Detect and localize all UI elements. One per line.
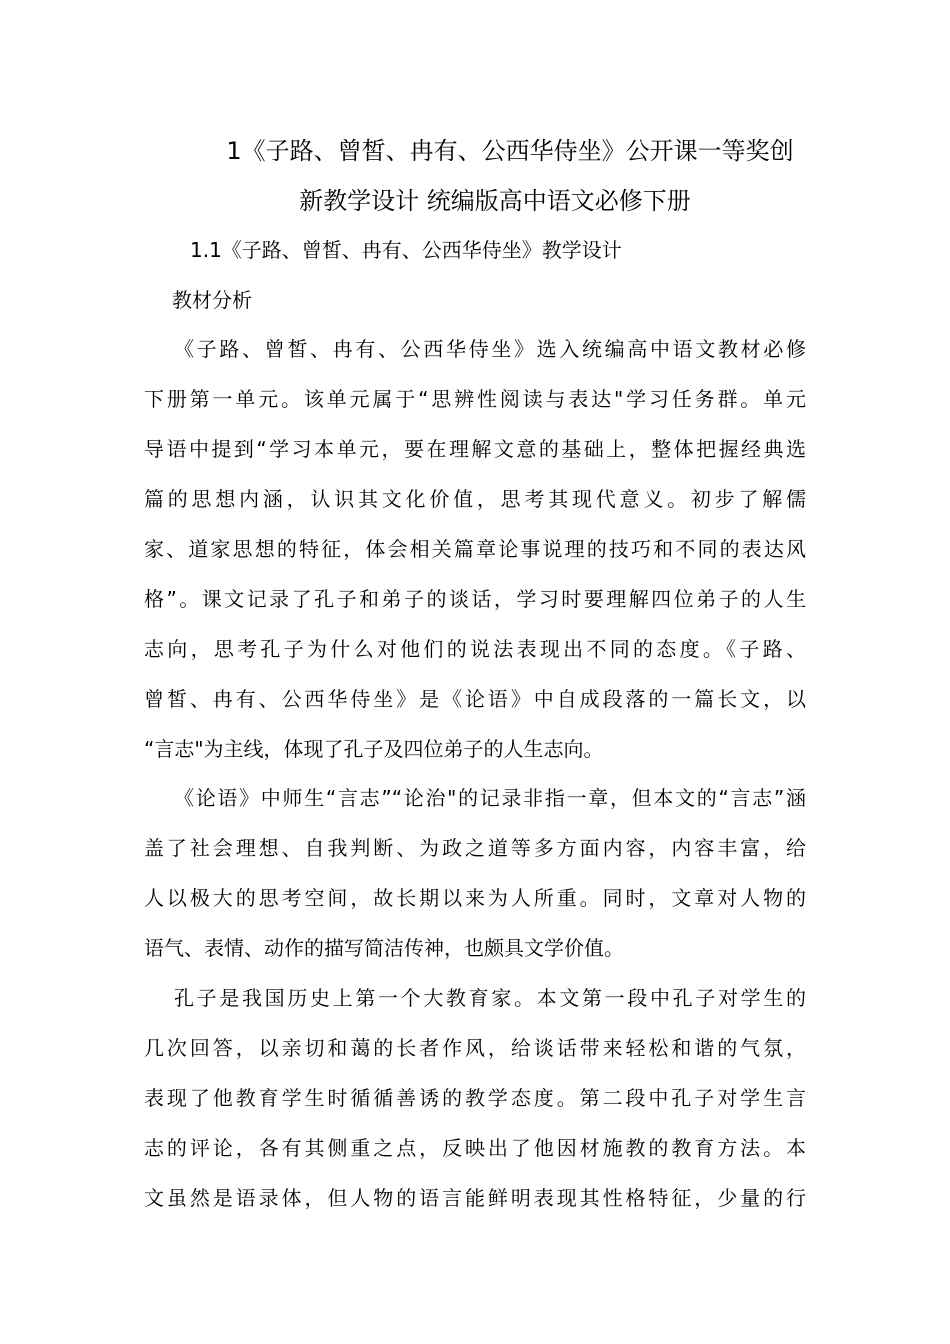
paragraph-line: 表现了他教育学生时循循善诱的教学态度。第二段中孔子对学生言 bbox=[144, 1086, 806, 1110]
paragraph-line: 格”。课文记录了孔子和弟子的谈话，学习时要理解四位弟子的人生 bbox=[144, 587, 806, 611]
paragraph-line: 《论语》中师生“言志”“论治"的记录非指一章，但本文的“言志”涵 bbox=[174, 786, 806, 810]
paragraph-line: 人以极大的思考空间，故长期以来为人所重。同时，文章对人物的 bbox=[144, 886, 806, 910]
paragraph-line: 盖了社会理想、自我判断、为政之道等多方面内容，内容丰富，给 bbox=[144, 836, 806, 860]
paragraph-line: 篇的思想内涵，认识其文化价值，思考其现代意义。初步了解儒 bbox=[144, 487, 806, 511]
document-title-line-1: 1《子路、曾皙、冉有、公西华侍坐》公开课一等奖创 bbox=[226, 137, 794, 165]
paragraph-line: 志的评论，各有其侧重之点，反映出了他因材施教的教育方法。本 bbox=[144, 1136, 806, 1160]
paragraph-line: 《子路、曾皙、冉有、公西华侍坐》选入统编高中语文教材必修 bbox=[174, 337, 806, 361]
paragraph-line: 文虽然是语录体，但人物的语言能鲜明表现其性格特征，少量的行 bbox=[144, 1186, 806, 1210]
paragraph-line: 导语中提到“学习本单元，要在理解文意的基础上，整体把握经典选 bbox=[144, 437, 806, 461]
paragraph-line: 几次回答，以亲切和蔼的长者作风，给谈话带来轻松和谐的气氛， bbox=[144, 1036, 806, 1060]
paragraph-line: 孔子是我国历史上第一个大教育家。本文第一段中孔子对学生的 bbox=[174, 986, 806, 1010]
paragraph-line: “言志"为主线，体现了孔子及四位弟子的人生志向。 bbox=[144, 737, 604, 761]
section-heading: 教材分析 bbox=[172, 288, 252, 312]
paragraph-2 bbox=[144, 773, 806, 973]
paragraph-3 bbox=[144, 973, 806, 1223]
paragraph-line: 家、道家思想的特征，体会相关篇章论事说理的技巧和不同的表达风 bbox=[144, 537, 806, 561]
paragraph-line: 下册第一单元。该单元属于“思辨性阅读与表达"学习任务群。单元 bbox=[144, 387, 806, 411]
document-title-line-2: 新教学设计 统编版高中语文必修下册 bbox=[299, 187, 691, 215]
paragraph-line: 语气、表情、动作的描写简洁传神，也颇具文学价值。 bbox=[144, 936, 624, 960]
paragraph-line: 志向，思考孔子为什么对他们的说法表现出不同的态度。《子路、 bbox=[144, 637, 806, 661]
section-subtitle: 1.1《子路、曾皙、冉有、公西华侍坐》教学设计 bbox=[190, 238, 622, 262]
paragraph-1 bbox=[144, 324, 806, 774]
paragraph-line: 曾皙、冉有、公西华侍坐》是《论语》中自成段落的一篇长文，以 bbox=[144, 687, 806, 711]
